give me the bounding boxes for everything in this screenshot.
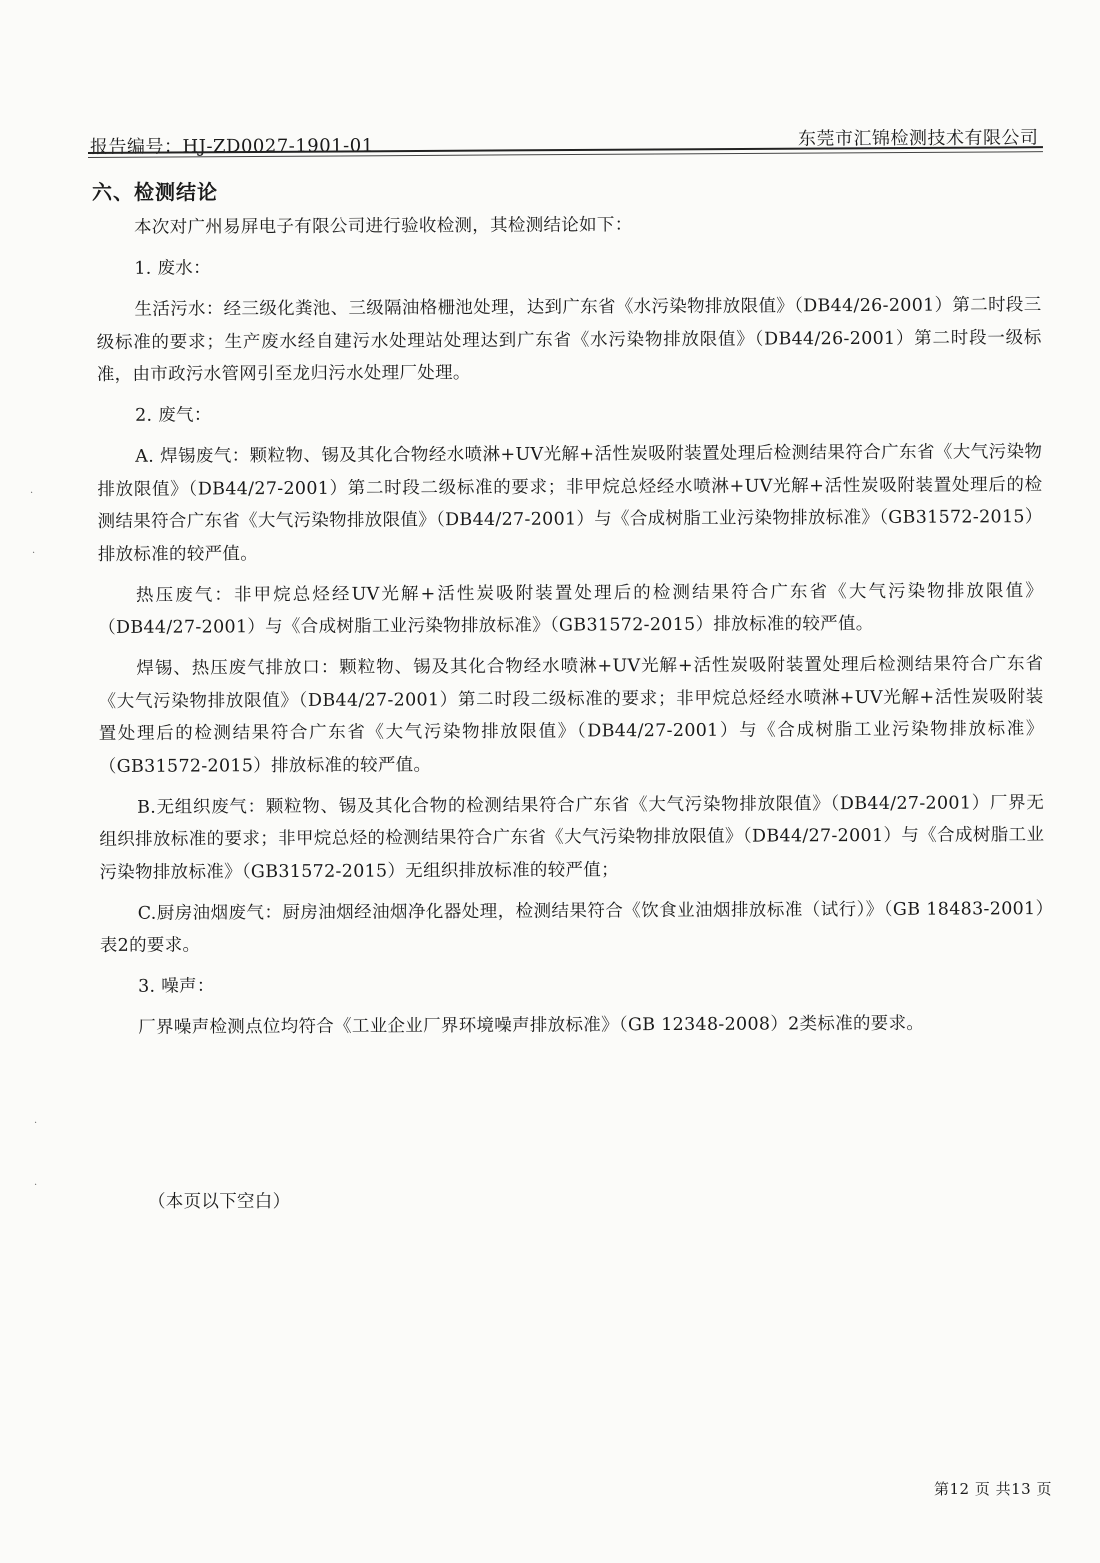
intro-paragraph: 本次对广州易屏电子有限公司进行验收检测，其检测结论如下： — [134, 215, 633, 238]
scan-speck: · — [32, 548, 36, 559]
scan-speck: · — [34, 1118, 38, 1129]
exhaust-heading: 2. 废气： — [135, 405, 212, 426]
section-title: 六、检测结论 — [92, 180, 218, 204]
exhaust-b-paragraph: B.无组织废气：颗粒物、锡及其化合物的检测结果符合广东省《大气污染物排放限值》（DB44/27-2001）厂界无组织排放标准的要求；非甲烷总烃的检测结果符合广东省《大气污染物排放限值》（DB44/27-2001）与《合成树脂工业污染物排放标准》（GB31572-2015）无组织排放标准的较严值； — [99, 792, 1045, 883]
exhaust-outlet-paragraph: 焊锡、热压废气排放口：颗粒物、锡及其化合物经水喷淋+UV光解+活性炭吸附装置处理后检测结果符合广东省《大气污染物排放限值》（DB44/27-2001）第二时段二级标准的要求；非甲烷总烃经水喷淋+UV光解+活性炭吸附装置处理后的检测结果符合广东省《大气污染物排放限值》（DB44/27-2001）与《合成树脂工业污染物排放标准》（GB31572-2015）排放标准的较严值。 — [98, 654, 1044, 777]
exhaust-hot-press-paragraph: 热压废气：非甲烷总烃经UV光解+活性炭吸附装置处理后的检测结果符合广东省《大气污染物排放限值》（DB44/27-2001）与《合成树脂工业污染物排放标准》（GB31572-2015）排放标准的较严值。 — [98, 580, 1044, 638]
conclusion-body — [96, 207, 1045, 1053]
wastewater-paragraph: 生活污水：经三级化粪池、三级隔油格栅池处理，达到广东省《水污染物排放限值》（DB44/26-2001）第二时段三级标准的要求；生产废水经自建污水处理站处理达到广东省《水污染物排放限值》（DB44/26-2001）第二时段一级标准，由市政污水管网引至龙归污水处理厂处理。 — [96, 295, 1042, 385]
noise-heading: 3. 噪声： — [138, 976, 215, 997]
noise-paragraph: 厂界噪声检测点位均符合《工业企业厂界环境噪声排放标准》（GB 12348-2008）2类标准的要求。 — [138, 1013, 925, 1038]
scan-speck: · — [34, 1180, 38, 1191]
company-name: 东莞市汇锦检测技术有限公司 — [797, 127, 1039, 150]
report-number: 报告编号：HJ-ZD0027-1901-01 — [89, 135, 374, 158]
blank-page-note: （本页以下空白） — [148, 1192, 291, 1212]
page-number: 第12 页 共13 页 — [934, 1480, 1052, 1498]
exhaust-a-paragraph: A. 焊锡废气：颗粒物、锡及其化合物经水喷淋+UV光解+活性炭吸附装置处理后检测结果符合广东省《大气污染物排放限值》（DB44/27-2001）第二时段二级标准的要求；非甲烷总烃经水喷淋+UV光解+活性炭吸附装置处理后的检测结果符合广东省《大气污染物排放限值》（DB44/27-2001）与《合成树脂工业污染物排放标准》（GB31572-2015）排放标准的较严值。 — [97, 442, 1043, 565]
scan-speck: · — [30, 488, 34, 499]
exhaust-c-paragraph: C.厨房油烟废气：厨房油烟经油烟净化器处理，检测结果符合《饮食业油烟排放标准（试行）》（GB 18483-2001）表2的要求。 — [99, 898, 1045, 956]
wastewater-heading: 1. 废水： — [134, 258, 211, 279]
